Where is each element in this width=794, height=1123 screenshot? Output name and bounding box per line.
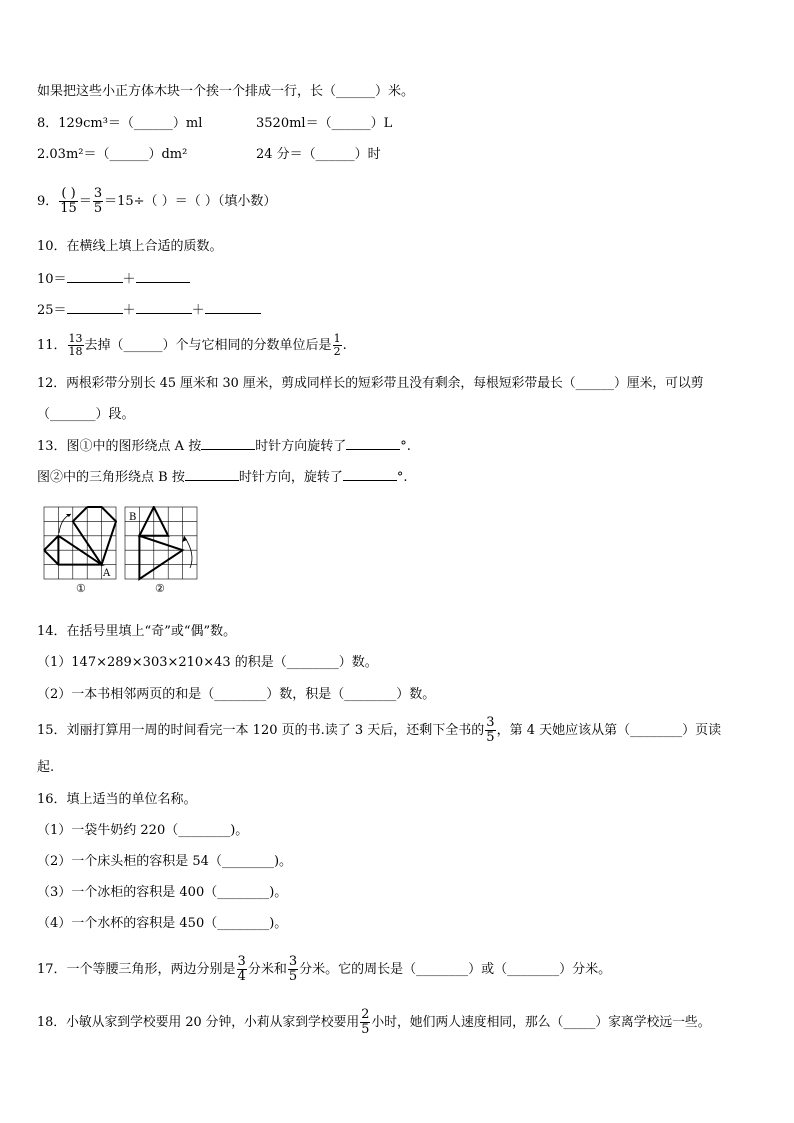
q15-line2: 起. xyxy=(37,760,55,775)
figure-1-label: ① xyxy=(76,582,86,595)
q16-part1: （1）一袋牛奶约 220（________)。 xyxy=(37,823,249,838)
q16-part3: （3）一个冰柜的容积是 400（________)。 xyxy=(37,885,288,900)
q12-line1: 12．两根彩带分别长 45 厘米和 30 厘米，剪成同样长的短彩带且没有剩余，每根短彩带最长（______）厘米，可以剪 xyxy=(37,376,704,391)
q17: 17．一个等腰三角形，两边分别是 $\frac{3}{4}$ 分米和 $\frac{3}{5}$ 分米。它的周长是（________）或（________）分米。 xyxy=(37,954,612,984)
q8-line1-left: 8．129cm³＝（______）ml xyxy=(37,116,203,131)
q9-fraction-1: $\frac{( )}{15}$ xyxy=(60,186,77,216)
rotation-figure-1 xyxy=(43,506,119,598)
q8-line2-left: 2.03m²＝（______）dm² xyxy=(37,147,188,162)
q8-line1-right: 3520ml＝（______）L xyxy=(256,116,393,131)
q16-part4: （4）一个水杯的容积是 450（________)。 xyxy=(37,916,288,931)
q10-line-a: 10＝ ＋ xyxy=(37,271,190,288)
q10-title: 10．在横线上填上合适的质数。 xyxy=(37,239,223,254)
q14-title: 14．在括号里填上“奇”或“偶”数。 xyxy=(37,624,237,639)
q16-title: 16．填上适当的单位名称。 xyxy=(37,792,197,807)
q7-continuation: 如果把这些小正方体木块一个挨一个排成一行，长（______）米。 xyxy=(37,84,415,99)
q14-part2: （2）一本书相邻两页的和是（________）数，积是（________）数。 xyxy=(37,687,436,702)
q9-fraction-2: $\frac{3}{5}$ xyxy=(93,186,103,216)
q14-part1: （1）147×289×303×210×43 的积是（________）数。 xyxy=(37,655,378,670)
q15-line1: 15．刘丽打算用一周的时间看完一本 120 页的书.读了 3 天后，还剩下全书的 $\frac{3}{5}$ ，第 4 天她应该从第（________）页读 xyxy=(37,715,722,745)
q9: 9． $\frac{( )}{15}$ ＝ $\frac{3}{5}$ ＝15÷（ ）＝（ ）（填小数） xyxy=(37,186,277,216)
q11: 11． $\frac{13}{18}$ 去掉（______）个与它相同的分数单位后是 $\frac{1}{2}$ . xyxy=(37,332,347,358)
q8-line2-right: 24 分＝（______）时 xyxy=(256,147,381,162)
point-a-label: A xyxy=(103,568,111,579)
q13-line2: 图②中的三角形绕点 B 按 时针方向，旋转了 °. xyxy=(37,470,408,485)
point-b-label: B xyxy=(129,512,137,523)
q18: 18．小敏从家到学校要用 20 分钟，小莉从家到学校要用 $\frac{2}{5}$ 小时，她们两人速度相同，那么（_____）家离学校远一些。 xyxy=(37,1007,711,1037)
q12-line2: （_______）段。 xyxy=(37,407,135,422)
q16-part2: （2）一个床头柜的容积是 54（________)。 xyxy=(37,854,293,869)
figure-2-label: ② xyxy=(155,582,165,595)
rotation-figure-2 xyxy=(124,506,200,598)
q13-line1: 13．图①中的图形绕点 A 按 时针方向旋转了 °. xyxy=(37,439,411,454)
q10-line-b: 25＝ ＋ ＋ xyxy=(37,302,261,319)
